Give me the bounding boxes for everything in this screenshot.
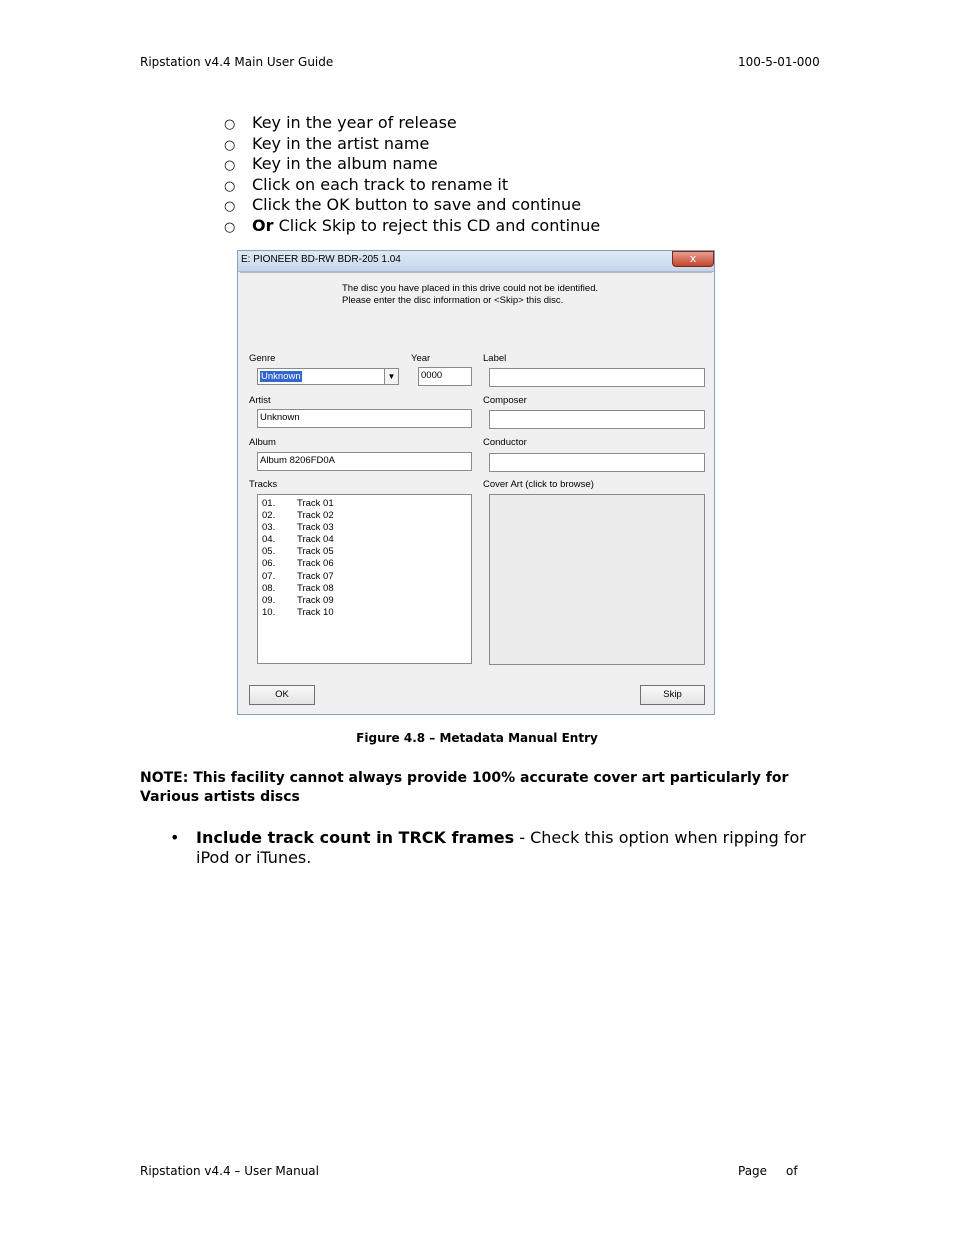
footer-title: Ripstation v4.4 – User Manual — [140, 1164, 319, 1178]
year-label: Year — [411, 353, 431, 364]
step-list — [224, 113, 600, 237]
dialog-body — [240, 272, 712, 712]
track-row[interactable]: 07. Track 07 — [262, 570, 334, 582]
genre-dropdown[interactable] — [257, 368, 399, 385]
footer-page-label: Page — [738, 1164, 768, 1178]
close-button[interactable] — [672, 251, 714, 267]
year-input[interactable]: 0000 — [418, 367, 472, 386]
track-row[interactable]: 09. Track 09 — [262, 594, 334, 606]
circle-bullet-icon: ○ — [224, 137, 236, 153]
list-item: ○ Click on each track to rename it — [224, 175, 600, 196]
page-header-docnum: 100-5-01-000 — [738, 55, 820, 69]
cover-art-label: Cover Art (click to browse) — [483, 479, 594, 490]
circle-bullet-icon: ○ — [224, 178, 236, 194]
note-text: NOTE: This facility cannot always provide 100% accurate cover art particularly for Various artists discs — [140, 770, 789, 805]
figure-caption: Figure 4.8 – Metadata Manual Entry — [356, 731, 598, 745]
conductor-label: Conductor — [483, 437, 527, 448]
close-icon: x — [689, 252, 697, 265]
track-row[interactable]: 05. Track 05 — [262, 546, 334, 558]
artist-input[interactable]: Unknown — [257, 409, 472, 428]
cover-art-area[interactable] — [489, 494, 705, 665]
dialog-titlebar[interactable] — [238, 251, 714, 272]
list-item: ○ Key in the artist name — [224, 134, 600, 155]
list-item: ○ Key in the year of release — [224, 113, 600, 134]
skip-button[interactable]: Skip — [640, 685, 705, 705]
track-row[interactable]: 06. Track 06 — [262, 558, 334, 570]
genre-label: Genre — [249, 353, 276, 364]
list-item: ○ Key in the album name — [224, 154, 600, 175]
dialog-title: E: PIONEER BD-RW BDR-205 1.04 — [241, 254, 401, 265]
track-row[interactable]: 10. Track 10 — [262, 606, 334, 618]
footer-of-label: of — [786, 1164, 798, 1178]
composer-label: Composer — [483, 395, 527, 406]
circle-bullet-icon: ○ — [224, 117, 236, 132]
circle-bullet-icon: ○ — [224, 158, 236, 174]
list-item: ○ Or Click Skip to reject this CD and continue — [224, 216, 600, 237]
album-label: Album — [249, 437, 276, 448]
track-row[interactable]: 04. Track 04 — [262, 534, 334, 546]
circle-bullet-icon: ○ — [224, 219, 236, 235]
bullet-dot-icon: • — [170, 828, 180, 847]
artist-label: Artist — [249, 395, 271, 406]
label-input[interactable] — [489, 368, 705, 387]
track-row[interactable]: 01. Track 01 — [262, 498, 334, 509]
dialog-message — [342, 283, 598, 307]
genre-value: Unknown — [261, 371, 301, 382]
album-input[interactable]: Album 8206FD0A — [257, 452, 472, 471]
bullet-text: Include track count in TRCK frames - Check this option when ripping for iPod or iTunes. — [196, 828, 806, 867]
tracks-listbox[interactable] — [257, 494, 472, 664]
metadata-dialog — [237, 250, 715, 715]
track-row[interactable]: 02. Track 02 — [262, 510, 334, 522]
ok-button[interactable]: OK — [249, 685, 315, 705]
conductor-input[interactable] — [489, 453, 705, 472]
label-label: Label — [483, 353, 507, 364]
message-line: The disc you have placed in this drive could not be identified. — [342, 283, 599, 294]
tracks-label: Tracks — [249, 479, 278, 490]
message-line: Please enter the disc information or <Skip> this disc. — [342, 295, 564, 306]
track-row[interactable]: 08. Track 08 — [262, 582, 334, 594]
chevron-down-icon[interactable]: ▼ — [384, 369, 398, 384]
composer-input[interactable] — [489, 410, 705, 429]
page-header-title: Ripstation v4.4 Main User Guide — [140, 55, 334, 69]
track-row[interactable]: 03. Track 03 — [262, 522, 334, 534]
circle-bullet-icon: ○ — [224, 199, 236, 215]
list-item: ○ Click the OK button to save and continue — [224, 195, 600, 216]
